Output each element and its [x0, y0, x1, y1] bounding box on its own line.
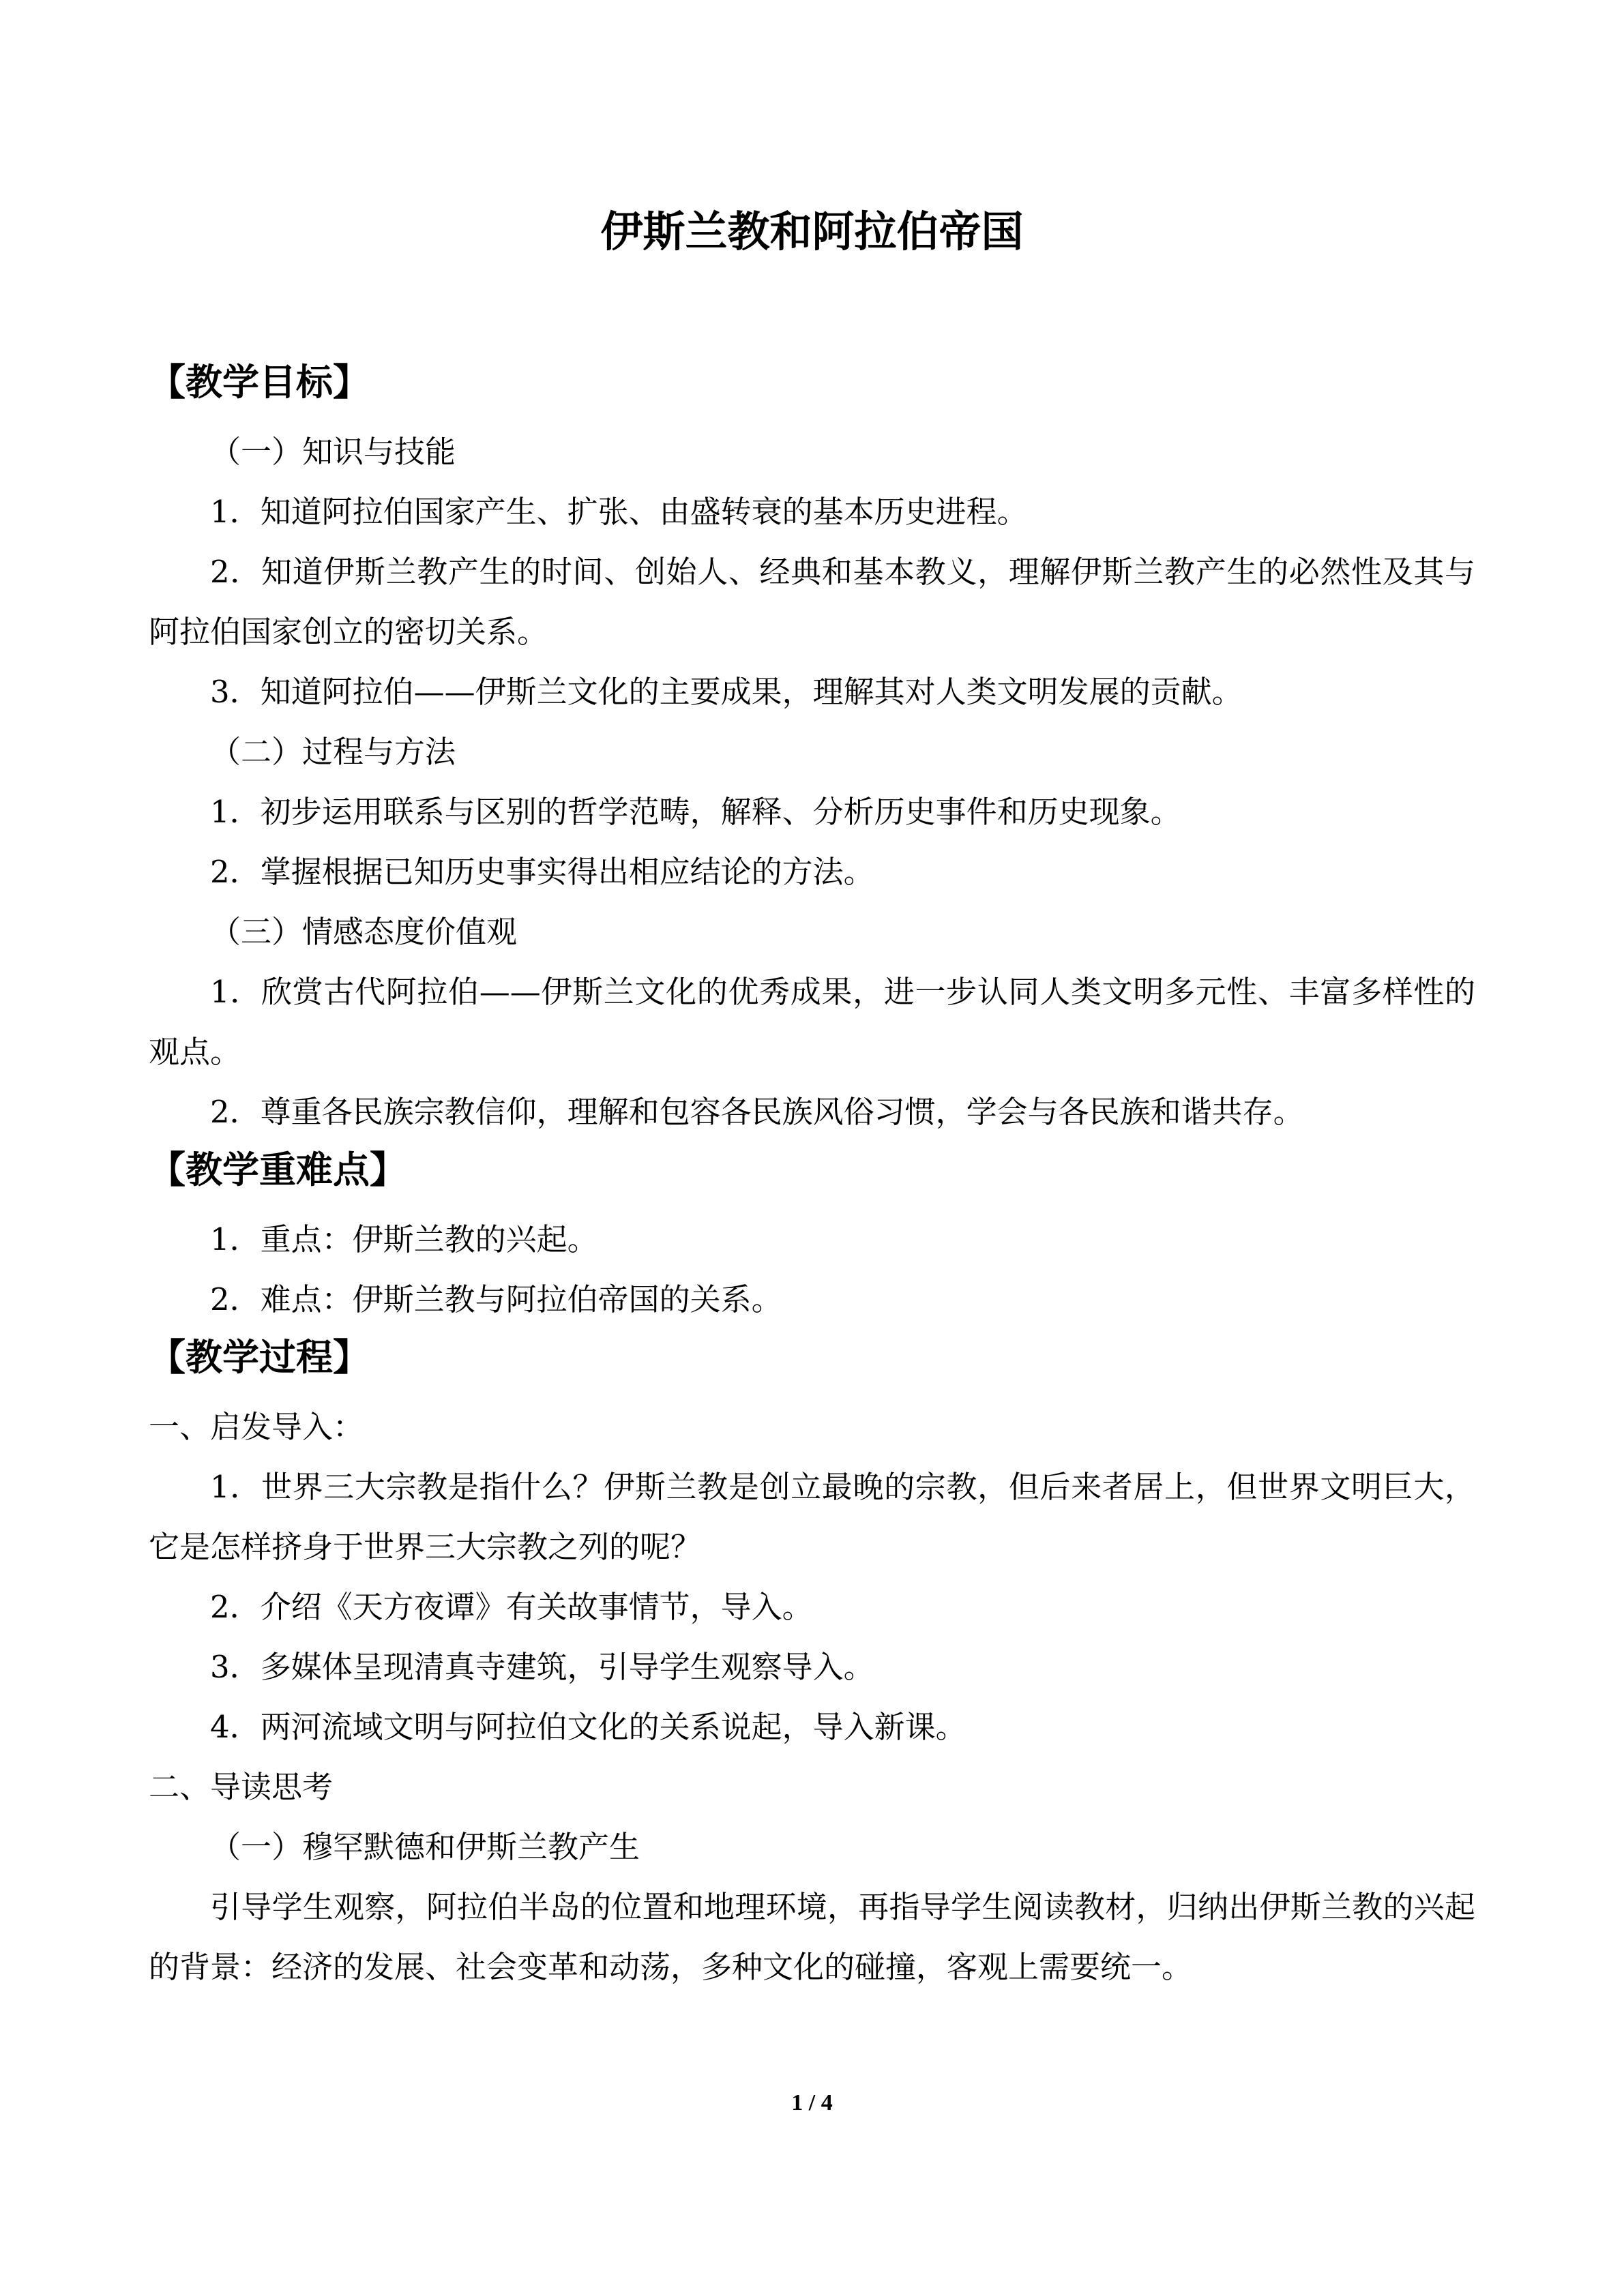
paragraph: 1．初步运用联系与区别的哲学范畴，解释、分析历史事件和历史现象。	[210, 794, 1181, 830]
subsection-emotion-values: （三）情感态度价值观	[210, 914, 518, 950]
page-number: 1 / 4	[791, 2090, 833, 2115]
subsection-muhammad-islam: （一）穆罕默德和伊斯兰教产生	[210, 1829, 640, 1865]
paragraph: 1．世界三大宗教是指什么？伊斯兰教是创立最晚的宗教，但后来者居上，但世界文明巨大，它是怎样挤身于世界三大宗教之列的呢？	[149, 1469, 1475, 1565]
paragraph: 1．重点：伊斯兰教的兴起。	[210, 1221, 598, 1257]
section-heading-process: 【教学过程】	[149, 1336, 370, 1379]
section-heading-objectives: 【教学目标】	[149, 361, 370, 404]
paragraph: 1．欣赏古代阿拉伯——伊斯兰文化的优秀成果，进一步认同人类文明多元性、丰富多样性的观点。	[149, 974, 1475, 1070]
part-heading-reading: 二、导读思考	[149, 1769, 334, 1805]
paragraph: 3．知道阿拉伯——伊斯兰文化的主要成果，理解其对人类文明发展的贡献。	[210, 674, 1243, 710]
paragraph: 2．掌握根据已知历史事实得出相应结论的方法。	[210, 854, 874, 890]
part-heading-intro: 一、启发导入：	[149, 1409, 364, 1445]
paragraph: 3．多媒体呈现清真寺建筑，引导学生观察导入。	[210, 1649, 874, 1685]
paragraph: 2．知道伊斯兰教产生的时间、创始人、经典和基本教义，理解伊斯兰教产生的必然性及其与阿拉伯国家创立的密切关系。	[149, 554, 1475, 650]
paragraph: 2．尊重各民族宗教信仰，理解和包容各民族风俗习惯，学会与各民族和谐共存。	[210, 1094, 1304, 1130]
document-title: 伊斯兰教和阿拉伯帝国	[600, 207, 1024, 256]
subsection-knowledge-skills: （一）知识与技能	[210, 434, 456, 470]
section-heading-key-points: 【教学重难点】	[149, 1148, 407, 1191]
document-body	[149, 355, 1475, 1997]
paragraph: 引导学生观察，阿拉伯半岛的位置和地理环境，再指导学生阅读教材，归纳出伊斯兰教的兴起的背景：经济的发展、社会变革和动荡，多种文化的碰撞，客观上需要统一。	[149, 1889, 1475, 1985]
subsection-process-methods: （二）过程与方法	[210, 734, 456, 770]
paragraph: 1．知道阿拉伯国家产生、扩张、由盛转衰的基本历史进程。	[210, 494, 1028, 530]
paragraph: 4．两河流域文明与阿拉伯文化的关系说起，导入新课。	[210, 1709, 966, 1745]
paragraph: 2．难点：伊斯兰教与阿拉伯帝国的关系。	[210, 1281, 782, 1317]
paragraph: 2．介绍《天方夜谭》有关故事情节，导入。	[210, 1589, 813, 1625]
